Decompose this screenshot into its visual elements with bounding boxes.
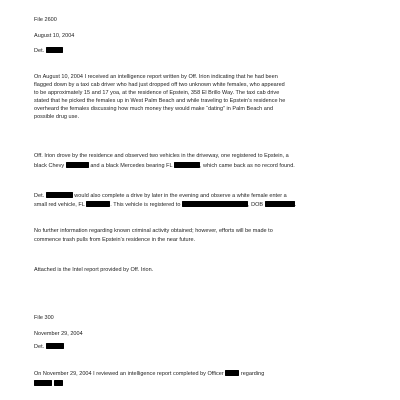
text-segment: . This vehicle is registered to <box>110 202 181 208</box>
entry-2-paragraph-line-2 <box>34 380 63 388</box>
redaction-block <box>46 192 73 198</box>
paragraph-4-line-1: No further information regarding known criminal activity obtained; however, efforts will be made to <box>34 228 273 234</box>
detective-line-2 <box>34 343 64 351</box>
paragraph-2-line-1: Off. Irion drove by the residence and observed two vehicles in the driveway, one registered to Epstein, a <box>34 153 289 159</box>
file-number-2600: File 2600 <box>34 17 57 23</box>
text-segment: regarding <box>240 371 265 377</box>
text-segment: would also complete a drive by later in the evening and observe a white female enter a <box>74 193 287 199</box>
redaction-block <box>182 201 248 207</box>
redaction-block <box>86 201 110 207</box>
redaction-block <box>66 162 89 168</box>
text-segment: small red vehicle, FL <box>34 202 85 208</box>
paragraph-1-line-1: On August 10, 2004 I received an intelligence report written by Off. Irion indicating that he had been <box>34 74 278 80</box>
redaction-block <box>34 380 52 386</box>
text-segment: Det. <box>34 193 45 199</box>
text-segment: On November 29, 2004 I reviewed an intelligence report completed by Officer <box>34 371 224 377</box>
entry-date-1: August 10, 2004 <box>34 33 75 39</box>
text-segment: , which came back as no record found. <box>199 163 295 169</box>
paragraph-2-line-2 <box>34 162 295 170</box>
text-segment: black Chevy <box>34 163 65 169</box>
redaction-block <box>174 162 200 168</box>
entry-date-2: November 29, 2004 <box>34 331 83 337</box>
paragraph-4-line-2: commence trash pulls from Epstein’s residence in the near future. <box>34 237 196 243</box>
paragraph-1-line-3: to be approximately 15 and 17 yoa, at the residence of Epstein, 358 El Brillo Way. The taxi cab drive <box>34 90 280 96</box>
det-prefix: Det. <box>34 48 45 54</box>
paragraph-3-line-1 <box>34 192 287 200</box>
text-segment: and a black Mercedes bearing FL <box>90 163 173 169</box>
redaction-block <box>46 343 64 349</box>
redaction-block <box>265 201 295 207</box>
redaction-block <box>46 47 63 53</box>
redaction-block <box>225 370 239 376</box>
paragraph-5-line-1: Attached is the Intel report provided by Off. Irion. <box>34 267 154 273</box>
det-prefix: Det. <box>34 344 45 350</box>
paragraph-1-line-6: possible drug use. <box>34 114 79 120</box>
detective-line-1 <box>34 47 63 55</box>
file-number-300: File 300 <box>34 315 54 321</box>
paragraph-3-line-2 <box>34 201 296 209</box>
entry-2-paragraph-line-1 <box>34 370 264 378</box>
redaction-block <box>54 380 63 386</box>
text-segment: . <box>294 202 297 208</box>
paragraph-1-line-5: overheard the females discussing how much money they would make “dating” in Palm Beach and <box>34 106 274 112</box>
paragraph-1-line-4: stated that he picked the females up in West Palm Beach and while traveling to Epstein’s residence he <box>34 98 286 104</box>
paragraph-1-line-2: flagged down by a taxi cab driver who had just dropped off two unknown white females, who appeared <box>34 82 285 88</box>
text-segment: , DOB <box>248 202 264 208</box>
